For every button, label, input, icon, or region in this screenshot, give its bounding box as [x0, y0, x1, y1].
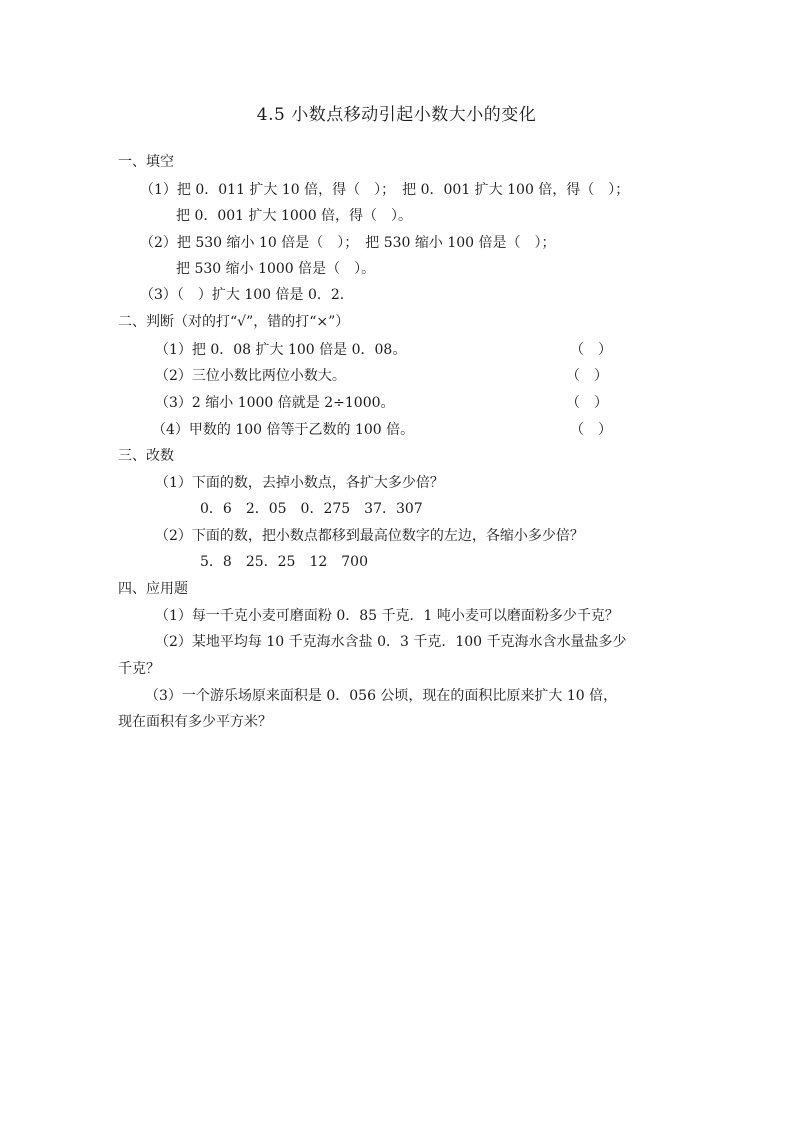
- section-heading-fill-blank: 一、填空: [118, 154, 174, 170]
- question-line: 把 530 缩小 1000 倍是（ ）。: [176, 261, 376, 277]
- judgment-item: （1）把 0．08 扩大 100 倍是 0．08。: [155, 342, 407, 358]
- question-line: （1）把 0．011 扩大 10 倍，得（ ）； 把 0．001 扩大 100 倍，得（ ）；: [140, 182, 630, 198]
- question-line: （2）某地平均每 10 千克海水含盐 0．3 千克．100 千克海水含水量盐多少: [155, 634, 627, 650]
- page-title: 4.5 小数点移动引起小数大小的变化: [256, 105, 537, 125]
- question-line: （2）下面的数，把小数点都移到最高位数字的左边，各缩小多少倍？: [155, 528, 584, 544]
- question-line: （1）每一千克小麦可磨面粉 0．85 千克．1 吨小麦可以磨面粉多少千克？: [155, 608, 619, 624]
- question-line: （3）（ ）扩大 100 倍是 0．2.: [140, 287, 345, 303]
- judgment-item: （3）2 缩小 1000 倍就是 2÷1000。: [155, 395, 395, 411]
- section-heading-word-problems: 四、应用题: [118, 581, 188, 597]
- answer-paren: （ ）: [566, 368, 608, 384]
- answer-paren: （ ）: [570, 422, 612, 438]
- question-line: 把 0．001 扩大 1000 倍，得（ ）。: [176, 208, 413, 224]
- question-line: （3）一个游乐场原来面积是 0．056 公顷，现在的面积比原来扩大 10 倍，: [145, 688, 618, 704]
- judgment-item: （2）三位小数比两位小数大。: [155, 368, 346, 384]
- answer-paren: （ ）: [570, 342, 612, 358]
- answer-paren: （ ）: [566, 395, 608, 411]
- section-heading-true-false: 二、判断（对的打“√”，错的打“×”）: [118, 314, 350, 330]
- question-line: 千克？: [118, 661, 160, 677]
- section-heading-change-numbers: 三、改数: [118, 448, 174, 464]
- judgment-item: （4）甲数的 100 倍等于乙数的 100 倍。: [152, 422, 415, 438]
- number-list: 5．8 25．25 12 700: [200, 554, 368, 570]
- question-line: 现在面积有多少平方米？: [118, 714, 272, 730]
- question-line: （2）把 530 缩小 10 倍是（ ）； 把 530 缩小 100 倍是（ ）；: [140, 235, 556, 251]
- number-list: 0．6 2．05 0．275 37．307: [200, 501, 423, 517]
- question-line: （1）下面的数，去掉小数点，各扩大多少倍？: [155, 475, 444, 491]
